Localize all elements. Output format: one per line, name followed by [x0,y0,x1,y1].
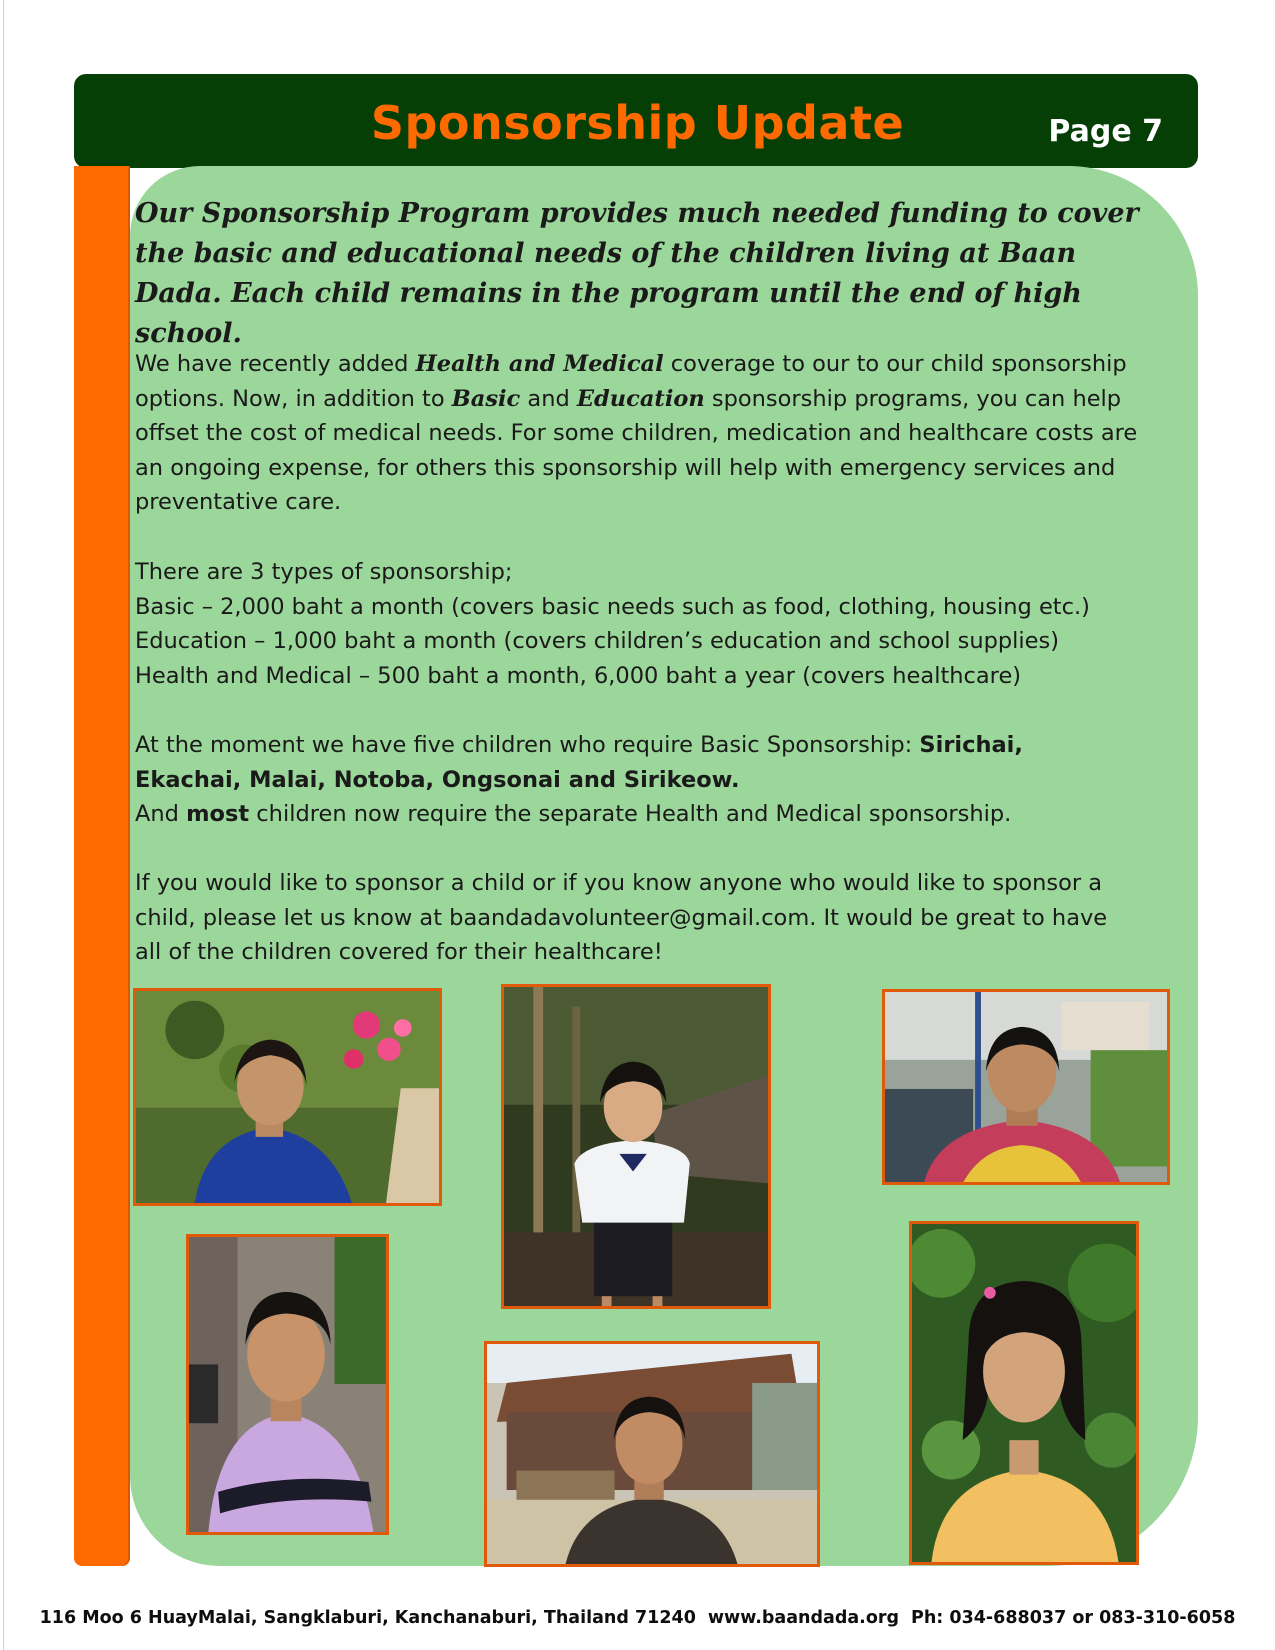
photo-boy-colorful-shirt-image [885,992,1167,1182]
children-paragraph [135,728,1145,832]
sponsorship-types [135,555,1145,693]
coverage-text-2: coverage to our to our child sponsorship options. Now, in addition to [135,351,1127,412]
type-item-education: Education – 1,000 baht a month (covers children’s education and school supplies) [135,628,1060,654]
coverage-text-1: We have recently added [135,351,416,377]
children-text-1: At the moment we have five children who require Basic Sponsorship: [135,732,920,758]
footer-phone: Ph: 034-688037 or 083-310-6058 [911,1608,1236,1628]
children-line-1 [135,728,1145,763]
children-text-3: children now require the separate Health and Medical sponsorship. [249,801,1012,827]
coverage-health-medical: Health and Medical [415,351,664,377]
children-most: most [186,801,250,827]
coverage-text-3: and [520,385,577,412]
contact-paragraph [135,866,1145,970]
photo-boy-colorful-shirt [882,989,1170,1185]
footer-website[interactable]: www.baandada.org [707,1608,900,1628]
coverage-paragraph [135,347,1145,520]
photo-girl-school-uniform [501,984,771,1309]
children-names-1: Sirichai, [919,732,1023,758]
photo-boy-building [484,1341,820,1567]
photo-boy-building-image [487,1344,817,1564]
children-names-2: Ekachai, Malai, Notoba, Ongsonai and Sirikeow. [135,766,740,793]
contact-line-3: all of the children covered for their healthcare! [135,939,663,965]
contact-line-2: child, please let us know at baandadavolunteer@gmail.com. It would be great to have [135,904,1108,931]
photo-girl-school-uniform-image [504,987,768,1306]
photo-girl-blue-shirt-image [136,991,439,1203]
photo-girl-yellow-shirt [909,1221,1139,1565]
photo-boy-lilac-polo [186,1234,389,1535]
footer-address: 116 Moo 6 HuayMalai, Sangklaburi, Kanchanaburi, Thailand 71240 [39,1608,696,1628]
contact-line-1: If you would like to sponsor a child or if you know anyone who would like to sponsor a [135,870,1103,896]
intro-paragraph: Our Sponsorship Program provides much needed funding to cover the basic and educational needs of the children living at Baan Dada. Each child remains in the program until the end of high school. [135,198,1139,349]
page-number: Page 7 [1048,114,1163,149]
photo-boy-lilac-polo-image [189,1237,386,1532]
children-line-3 [135,797,1145,832]
children-text-2: And [135,801,187,827]
photo-girl-yellow-shirt-image [912,1224,1136,1562]
coverage-basic: Basic [451,385,521,412]
page-title: Sponsorship Update [370,96,905,150]
type-item-health: Health and Medical – 500 baht a month, 6,000 baht a year (covers healthcare) [135,662,1022,689]
coverage-text-4: sponsorship programs, you can help offset the cost of medical needs. For some children, medication and healthcare costs are an ongoing expense, for others this sponsorship will help with emergency services and preventative care. [135,385,1138,515]
types-heading: There are 3 types of sponsorship; [135,559,513,585]
photo-girl-blue-shirt [133,988,442,1206]
type-item-basic: Basic – 2,000 baht a month (covers basic needs such as food, clothing, housing etc.) [135,593,1090,620]
orange-side-bar [74,166,130,1566]
page-edge-rule [3,0,4,1650]
footer [0,1608,1275,1628]
coverage-education: Education [576,385,705,412]
